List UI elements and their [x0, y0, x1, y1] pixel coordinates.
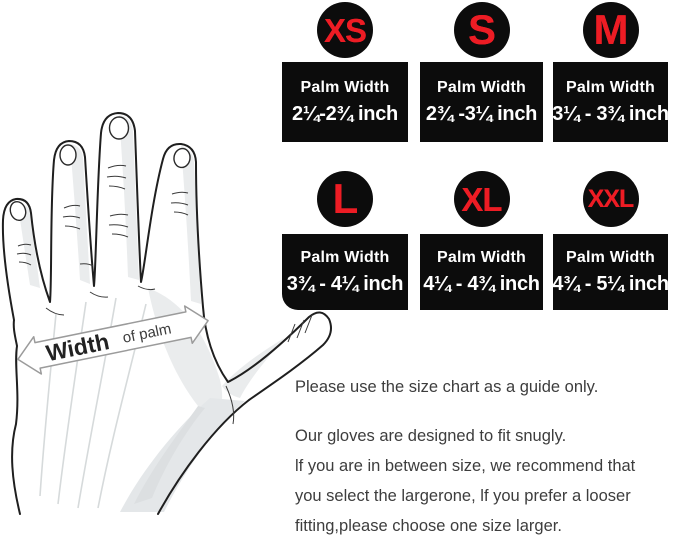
- palm-width-label: Palm Width: [566, 78, 655, 96]
- size-box-s: [420, 62, 543, 142]
- palm-width-label: Palm Width: [437, 78, 526, 96]
- palm-width-label: Palm Width: [300, 78, 390, 96]
- size-circle-l: [317, 171, 373, 227]
- banner-main-label: Width: [43, 328, 112, 367]
- size-circle-xl: [454, 171, 510, 227]
- note-line: you select the largerone, lf you prefer a looser: [295, 487, 631, 505]
- size-box-m: [553, 62, 668, 142]
- size-circle-xxl: [583, 171, 639, 227]
- size-group-xl: [420, 171, 543, 310]
- size-group-l: [282, 171, 408, 310]
- size-circle-label: XL: [461, 180, 502, 218]
- size-group-xxl: [553, 171, 668, 310]
- palm-width-range: 2¾ -3¼ inch: [425, 102, 538, 125]
- size-circle-label: M: [593, 6, 628, 53]
- palm-width-range: 4¾ - 5¼ inch: [552, 272, 669, 295]
- size-circle-s: [454, 2, 510, 58]
- size-group-s: [420, 2, 543, 142]
- palm-width-range: 3¼ - 3¾ inch: [552, 102, 669, 125]
- palm-width-range: 2¼-2¾ inch: [292, 102, 398, 125]
- size-circle-label: L: [332, 175, 358, 222]
- size-circle-xs: [317, 2, 373, 58]
- size-circle-label: S: [467, 6, 495, 53]
- size-box-l: [282, 234, 408, 310]
- palm-width-label: Palm Width: [566, 248, 655, 266]
- size-box-xl: [420, 234, 543, 310]
- note-line: fitting,please choose one size larger.: [295, 517, 562, 535]
- size-box-xs: [282, 62, 408, 142]
- banner-sub-label: of palm: [121, 320, 173, 347]
- note-line: lf you are in between size, we recommend that: [295, 457, 636, 475]
- size-group-xs: [282, 2, 408, 142]
- size-box-xxl: [553, 234, 668, 310]
- palm-width-range: 3¾ - 4¼ inch: [286, 272, 404, 295]
- size-circle-label: XXL: [587, 184, 634, 213]
- guide-note: Please use the size chart as a guide only.: [295, 378, 599, 396]
- palm-width-range: 4¼ - 4¾ inch: [423, 272, 540, 295]
- sizing-notes: [295, 372, 679, 541]
- size-circle-label: XS: [323, 11, 367, 49]
- note-line: Our gloves are designed to fit snugly.: [295, 427, 567, 445]
- size-circle-m: [583, 2, 639, 58]
- palm-width-label: Palm Width: [437, 248, 526, 266]
- palm-width-label: Palm Width: [300, 248, 390, 266]
- size-group-m: [553, 2, 668, 142]
